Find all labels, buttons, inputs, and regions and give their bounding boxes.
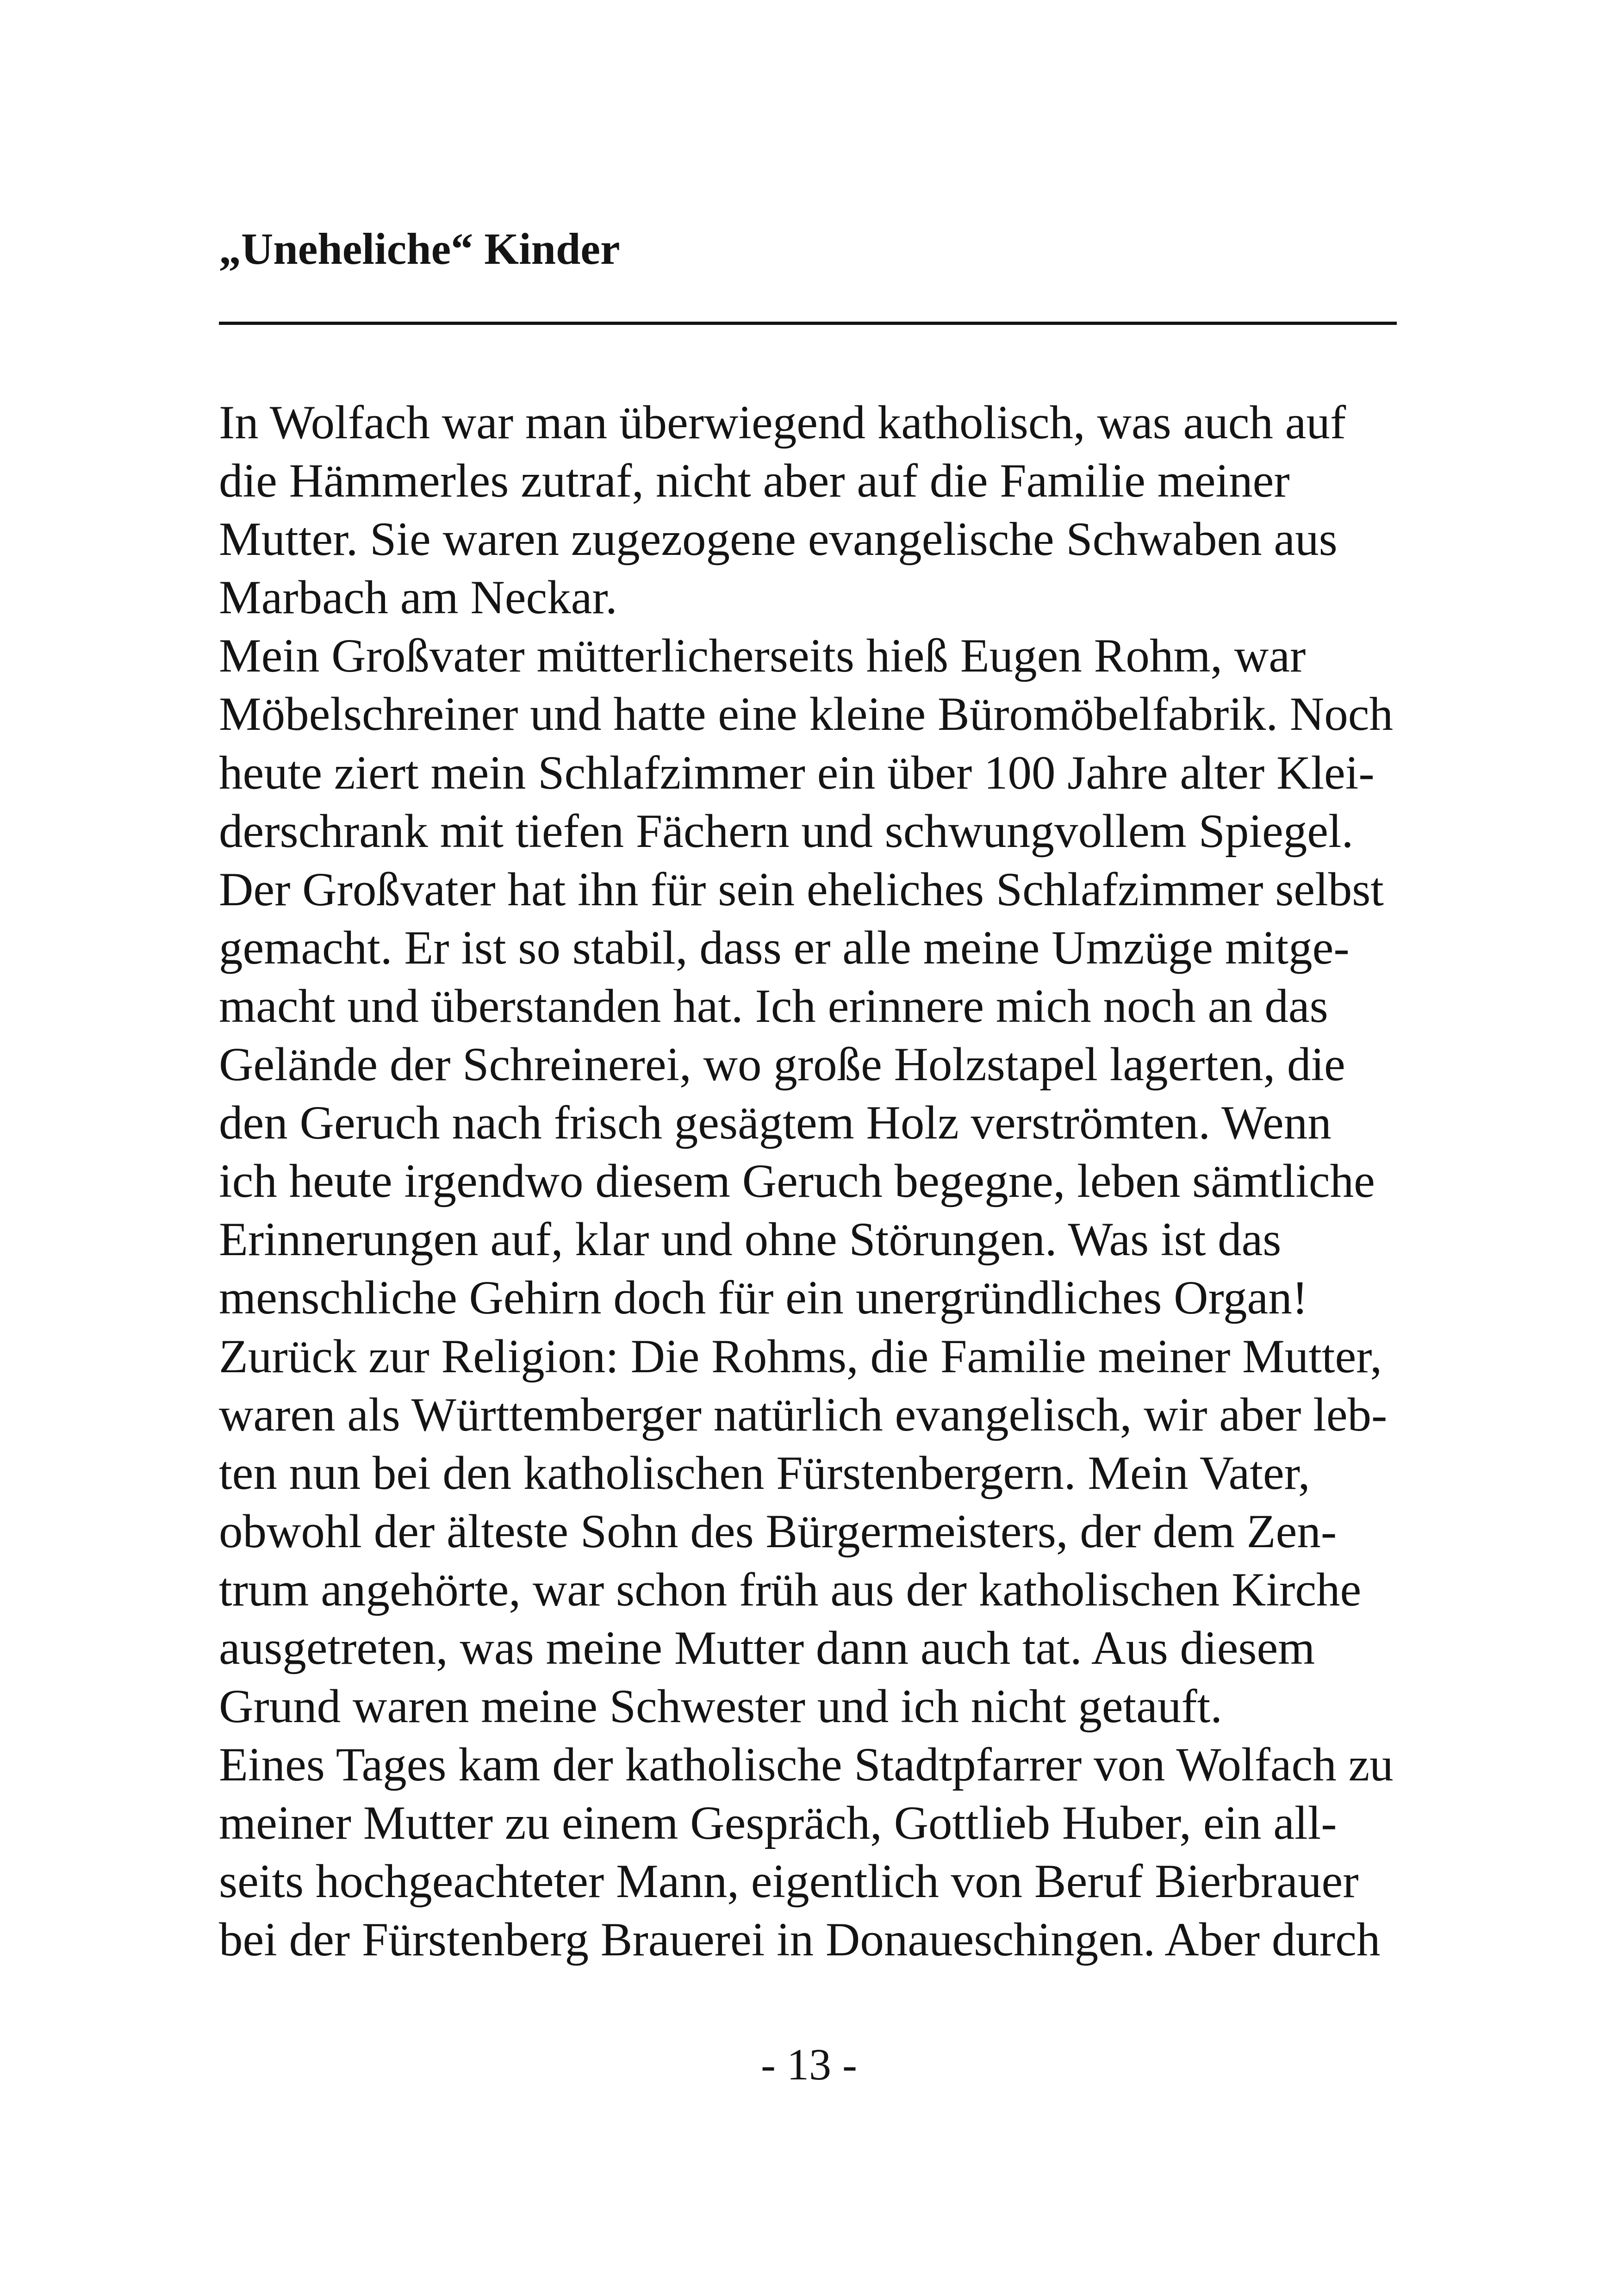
text-line: trum angehörte, war schon früh aus der katholischen Kirche [219, 1563, 1362, 1616]
text-line: obwohl der älteste Sohn des Bürgermeisters, der dem Zen- [219, 1505, 1337, 1558]
body-text [219, 393, 1422, 1969]
heading-rule [219, 322, 1397, 325]
text-line: die Hämmerles zutraf, nicht aber auf die Familie meiner [219, 454, 1290, 508]
text-line: bei der Fürstenberg Brauerei in Donaueschingen. Aber durch [219, 1913, 1381, 1966]
text-line: Möbelschreiner und hatte eine kleine Büromöbelfabrik. Noch [219, 688, 1393, 741]
text-line: In Wolfach war man überwiegend katholisch, was auch auf [219, 396, 1346, 449]
text-line: Eines Tages kam der katholische Stadtpfarrer von Wolfach zu [219, 1738, 1394, 1792]
text-line: meiner Mutter zu einem Gespräch, Gottlieb Huber, ein all- [219, 1797, 1337, 1850]
text-line: Gelände der Schreinerei, wo große Holzstapel lagerten, die [219, 1038, 1345, 1091]
page-number: - 13 - [761, 2040, 857, 2089]
text-line: Der Großvater hat ihn für sein eheliches Schlafzimmer selbst [219, 863, 1384, 916]
chapter-heading: „Uneheliche“ Kinder [219, 224, 620, 274]
text-line: den Geruch nach frisch gesägtem Holz verströmten. Wenn [219, 1096, 1332, 1150]
text-line: menschliche Gehirn doch für ein unergründliches Organ! [219, 1271, 1308, 1325]
text-line: Grund waren meine Schwester und ich nicht getauft. [219, 1680, 1223, 1733]
text-line: heute ziert mein Schlafzimmer ein über 100 Jahre alter Klei- [219, 746, 1375, 799]
text-line: derschrank mit tiefen Fächern und schwungvollem Spiegel. [219, 804, 1354, 858]
text-line: Erinnerungen auf, klar und ohne Störungen. Was ist das [219, 1213, 1282, 1266]
text-line: gemacht. Er ist so stabil, dass er alle meine Umzüge mitge- [219, 921, 1350, 974]
text-line: ausgetreten, was meine Mutter dann auch tat. Aus diesem [219, 1621, 1315, 1674]
text-line: macht und überstanden hat. Ich erinnere mich noch an das [219, 979, 1328, 1033]
text-line: ten nun bei den katholischen Fürstenbergern. Mein Vater, [219, 1446, 1310, 1500]
text-line: seits hochgeachteter Mann, eigentlich von Beruf Bierbrauer [219, 1855, 1359, 1908]
text-line: waren als Württemberger natürlich evangelisch, wir aber leb- [219, 1388, 1388, 1441]
text-line: Mutter. Sie waren zugezogene evangelische Schwaben aus [219, 513, 1338, 566]
text-line: Marbach am Neckar. [219, 571, 617, 624]
text-line: ich heute irgendwo diesem Geruch begegne, leben sämtliche [219, 1155, 1375, 1208]
text-line: Zurück zur Religion: Die Rohms, die Familie meiner Mutter, [219, 1330, 1382, 1383]
text-line: Mein Großvater mütterlicherseits hieß Eugen Rohm, war [219, 629, 1306, 683]
